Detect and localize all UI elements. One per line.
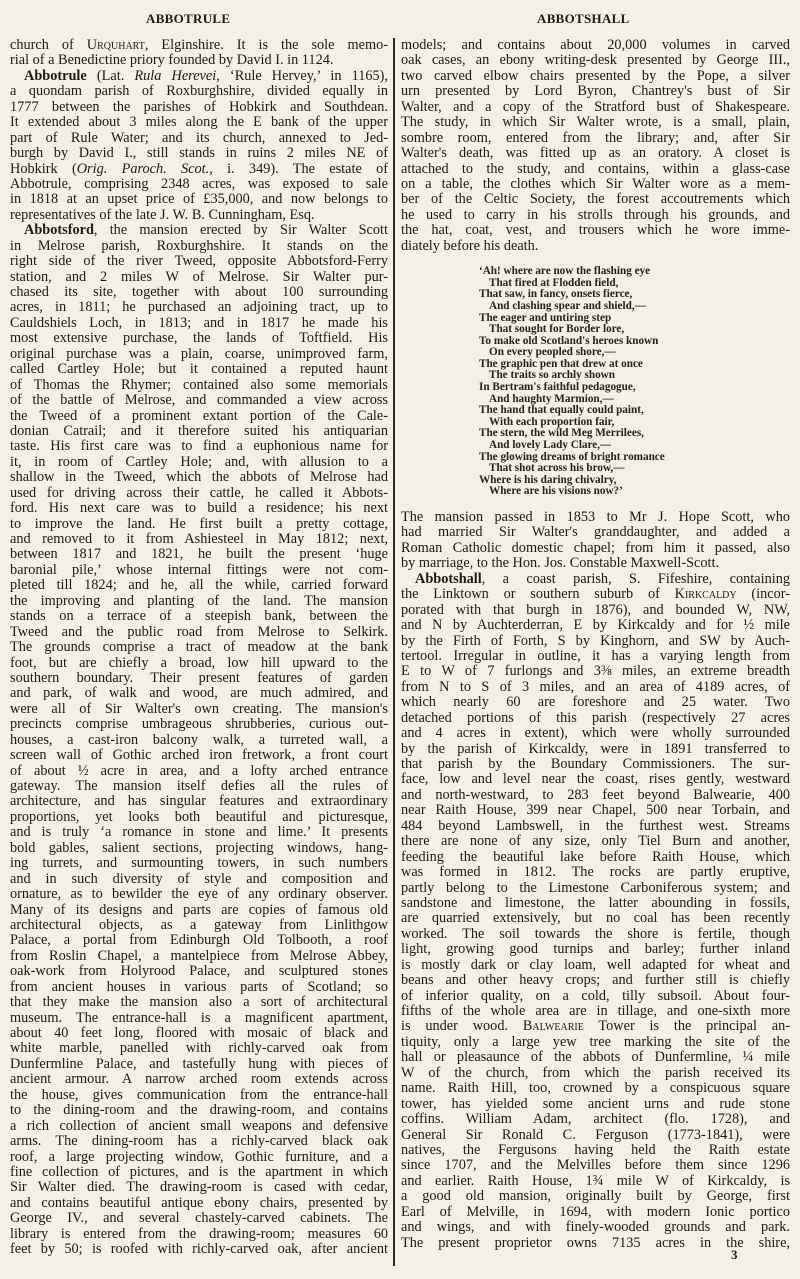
text-line: precincts comprise umbrageous shrubberies, curious out- [10, 717, 388, 733]
cross-reference: Balwearie [522, 1019, 584, 1035]
text-line: right side of the river Tweed, opposite Abbotsford-Ferry [10, 254, 388, 270]
text-line: library is entered from the drawing-room; measures 60 [10, 1226, 388, 1242]
text-line: It extended about 3 miles along the E bank of the upper [10, 115, 388, 131]
text-line: and in such diversity of style and composition and [10, 871, 388, 887]
text-line: face, low and level near the coast, rises gently, westward [401, 772, 790, 788]
text-line: in Melrose parish, Roxburghshire. It stands on the [10, 238, 388, 254]
text-line: and removed to it from Ashiesteel in May 1812; next, [10, 532, 388, 547]
text-segment: , a coast parish, S. Fifeshire, containing [481, 571, 790, 587]
text-line: by the parish of Kirkcaldy, were in 1891 transferred to [401, 741, 790, 757]
text-line: most extensive purchase, the lands of Toftfield. His [10, 331, 388, 347]
poem-line: That shot across his brow,— [489, 462, 625, 475]
text-segment: church of [10, 38, 87, 53]
text-line: roof, a large projecting window, Gothic furniture, and a [10, 1149, 388, 1165]
poem-line: And lovely Lady Clare,— [489, 439, 612, 452]
italic-text: Rula Herevei [134, 68, 217, 84]
text-line: and wings, and with finely-wooded grounds and park. [401, 1220, 790, 1236]
poem-line: Where is his daring chivalry, [479, 473, 617, 486]
text-line: it, in room of Cartley Hole; and, with allusion to a [10, 454, 388, 470]
text-line: detached portions of this parish (respectively 27 acres [401, 710, 790, 726]
text-line: Many of its designs and parts are copies of famous old [10, 902, 388, 918]
text-line: representatives of the late J. W. B. Cunningham, Esq. [10, 207, 315, 223]
text-line: is mostly dark or clay loam, well adapted for wheat and [401, 957, 790, 973]
poem-line: On every peopled shore,— [489, 346, 616, 359]
poem-line: The eager and untiring step [479, 311, 612, 324]
text-line: was formed in 1812. The rocks are partly eruptive, [401, 865, 790, 881]
text-line [401, 1019, 790, 1034]
right-column [401, 38, 790, 1251]
text-line: models; and contains about 20,000 volumes in carved [401, 38, 790, 53]
text-line: and earlier. Raith House, 1¾ mile W of Kirkcaldy, is [401, 1173, 790, 1189]
italic-text: Orig. Paroch. Scot. [76, 161, 210, 177]
text-line: ber of the Celtic Society, the forest accoutrements which [401, 192, 790, 208]
poem-line: Where are his visions now?’ [489, 485, 623, 498]
text-line: houses, a cast-iron balcony walk, a turreted wall, a [10, 732, 388, 748]
entry-headword: Abbotrule [24, 68, 87, 84]
text-line: Roman Catholic domestic chapel; from him it passed, also [401, 540, 790, 556]
text-segment: (incor- [736, 587, 790, 603]
text-line: there are none of any size, only Tiel Burn and another, [401, 834, 790, 850]
text-line: porated with that burgh in 1876), and bounded W, NW, [401, 602, 790, 618]
text-line: southern boundary. Their present features of garden [10, 670, 388, 686]
poem-line: That sought for Border lore, [489, 323, 625, 336]
poem-line: With each proportion fair, [489, 415, 615, 428]
text-segment: Hobkirk ( [10, 161, 77, 177]
text-line [10, 38, 388, 53]
poem-line: ‘Ah! where are now the flashing eye [479, 265, 651, 278]
abbotsford-continuation [401, 38, 790, 254]
text-line: ornature, as to bewilder the eye of any ordinary observer. [10, 887, 388, 903]
text-line: the hat, coat, vest, and trousers which he wore imme- [401, 223, 790, 239]
text-line: Cauldshiels Loch, in 1813; and in 1817 he made his [10, 315, 388, 331]
text-line [10, 69, 388, 84]
text-line [401, 572, 790, 587]
text-line: to the dining-room and the drawing-room, and contains [10, 1103, 388, 1119]
text-line: gateway. The mansion itself defies all the rules of [10, 779, 388, 794]
text-line: and 4 acres in extent), which were wholly surrounded [401, 726, 790, 742]
text-segment: , ‘Rule Hervey,’ in 1165), [216, 68, 388, 84]
poem-line: The stern, the wild Meg Merrilees, [479, 427, 644, 440]
text-line: that they make the mansion also a sort of architectural [10, 995, 388, 1011]
text-line: taste. His first care was to find a euphonious name for [10, 439, 388, 455]
text-line: Dunfermline Palace, and tastefully hung with pieces of [10, 1056, 388, 1072]
text-line: The mansion passed in 1853 to Mr J. Hope Scott, who [401, 510, 790, 525]
poem-line: That saw, in fancy, onsets fierce, [479, 288, 633, 301]
text-line: The present proprietor owns 7135 acres in the shire, [401, 1235, 790, 1251]
text-line: to improve the land. He first built a pretty cottage, [10, 516, 388, 532]
text-segment: , Elginshire. It is the sole memo- [144, 38, 388, 53]
text-line: architectural objects, as a gateway from Linlithgow [10, 917, 388, 933]
text-line: George IV., and several chastely-carved cabinets. The [10, 1211, 388, 1227]
text-line: and N by Auchterderran, E by Kirkcaldy and for ½ mile [401, 618, 790, 634]
text-line: light, growing good turnips and barley; further inland [401, 942, 790, 958]
entry-headword: Abbotsford [24, 223, 94, 239]
running-head-right: ABBOTSHALL [537, 11, 630, 26]
poem-line: In Bertram's faithful pedagogue, [479, 381, 636, 394]
text-line: screen wall of Gothic arched iron fretwork, a front court [10, 748, 388, 764]
text-line: General Sir Ronald C. Ferguson (1773-1841), were [401, 1127, 790, 1143]
text-line: The grounds comprise a tract of meadow at the bank [10, 640, 388, 656]
text-line: of Thomas the Rhymer; contained also some memorials [10, 377, 388, 393]
text-line: from Roslin Chapel, a mantelpiece from Melrose Abbey, [10, 948, 388, 964]
text-line: were all of Sir Walter's own creating. The mansion's [10, 701, 388, 717]
text-line: 1777 between the parishes of Hobkirk and Southdean. [10, 99, 388, 115]
text-line: the improving and planting of the land. The mansion [10, 593, 388, 609]
text-line [10, 223, 388, 238]
text-line: oak-work from Holyrood Palace, and sculptured stones [10, 964, 388, 980]
poem-line: And clashing spear and shield,— [489, 299, 646, 312]
poem-line: The graphic pen that drew at once [479, 357, 643, 370]
poem-line: That fired at Flodden field, [489, 276, 619, 289]
text-line: bold gables, salient sections, projecting windows, hang- [10, 840, 388, 856]
text-line: by marriage, to the Hon. Jos. Constable Maxwell-Scott. [401, 556, 720, 572]
text-line: sandstone and limestone, the latter abounding in fossils, [401, 895, 790, 911]
text-line: he used to carry in his strolls through his grounds, and [401, 207, 790, 223]
text-line: from N to S of 3 miles, and an area of 4189 acres, of [401, 679, 790, 695]
text-line: on a table, the clothes which Sir Walter wore as a mem- [401, 176, 790, 192]
text-line: part of Rule Water; and its church, annexed to Jed- [10, 130, 388, 146]
abbotshall-entry [401, 510, 790, 1251]
text-line: Walter's death, was fitted up as an oratory. A closet is [401, 146, 790, 162]
text-line: E to W of 7 furlongs and 3⅜ miles, an extreme breadth [401, 664, 790, 680]
left-column [10, 38, 388, 1258]
cross-reference: Kirkcaldy [674, 587, 737, 603]
text-line: had married Sir Walter's granddaughter, and added a [401, 525, 790, 541]
text-line: foot, but are chiefly a broad, low hill upward to the [10, 655, 388, 671]
text-line: of inferior quality, on a cold, tilly subsoil. About four- [401, 988, 790, 1004]
text-line: tiquity, only a large yew tree marking the site of the [401, 1034, 790, 1050]
text-line: feet by 50; is roofed with richly-carved oak, after ancient [10, 1242, 388, 1258]
text-line: original purchase was a plain, coarse, unimproved farm, [10, 346, 388, 362]
text-line: Abbotrule, comprising 2348 acres, was exposed to sale [10, 176, 388, 192]
text-line: and north-westward, to 283 feet beyond Balwearie, 400 [401, 787, 790, 803]
poem-line: And haughty Marmion,— [489, 392, 614, 405]
text-line: proportions, yet looks both beautiful and picturesque, [10, 809, 388, 825]
text-line: baronial pile,’ whose internal fittings were not com- [10, 562, 388, 578]
text-segment: is under wood. [401, 1019, 523, 1035]
text-line: about 40 feet long, floored with mosaic of black and [10, 1026, 388, 1041]
text-line: 484 beyond Lambswell, in the furthest west. Streams [401, 818, 790, 834]
text-line: diately before his death. [401, 238, 539, 254]
text-line: rial of a Benedictine priory founded by David I. in 1124. [10, 53, 334, 69]
text-line: used for driving across their cattle, he called it Abbots- [10, 485, 388, 501]
text-line: arms. The dining-room has a richly-carved black oak [10, 1134, 388, 1150]
text-line: shallow in the Tweed, which the abbots of Melrose had [10, 470, 388, 486]
column-divider [393, 38, 395, 1266]
text-line: that parish by the Boundary Commissioners. The sur- [401, 757, 790, 772]
text-line: Earl of Melville, in 1694, with modern Ionic portico [401, 1204, 790, 1220]
text-line: by the Firth of Forth, S by Kinghorn, and SW by Auch- [401, 633, 790, 649]
text-line: in 1818 at an upset price of £35,000, and now belongs to [10, 192, 388, 208]
text-line: architecture, and has singular features and extraordinary [10, 794, 388, 810]
text-line: stands on a terrace of a steepish bank, between the [10, 609, 388, 625]
poem-quotation [479, 266, 719, 498]
text-line: which nearly 60 are foreshore and 25 water. Two [401, 695, 790, 711]
poem-line: The glowing dreams of bright romance [479, 450, 665, 463]
poem-line: To make old Scotland's heroes known [479, 334, 659, 347]
text-line: beans and other heavy crops; and further still is chiefly [401, 973, 790, 989]
text-line: ing turrets, and surmounting towers, in such numbers [10, 856, 388, 872]
text-line: coffins. William Adam, architect (flo. 1728), and [401, 1112, 790, 1128]
text-segment: (Lat. [86, 68, 135, 84]
text-line: oak cases, an ebony writing-desk presented by George III., [401, 53, 790, 69]
text-line: W of the church, from which the parish received its [401, 1065, 790, 1081]
entry-headword: Abbotshall [415, 571, 482, 587]
text-line: fine collection of pictures, and is the apartment in which [10, 1164, 388, 1180]
text-line: natives, the Fergusons having held the Raith estate [401, 1142, 790, 1158]
text-line: are quarried extensively, but no coal has been recently [401, 911, 790, 927]
text-line: two carved elbow chairs presented by the Pope, a silver [401, 68, 790, 84]
text-line: white marble, panelled with richly-carved oak from [10, 1041, 388, 1057]
text-line: donian Catrail; and it therefore suited his antiquarian [10, 423, 388, 439]
text-line [401, 587, 790, 602]
text-line: ford. His next care was to build a residence; his next [10, 501, 388, 517]
text-line: pleted till 1824; and he, all the while, carried forward [10, 578, 388, 594]
text-line: Walter, and a copy of the Stratford bust of Shakespeare. [401, 99, 790, 115]
text-line: The study, in which Sir Walter wrote, is a small, plain, [401, 115, 790, 131]
text-segment: , the mansion erected by Sir Walter Scott [93, 223, 388, 239]
running-head-left: ABBOTRULE [146, 11, 231, 26]
text-line: sombre room, entered from the library; and, after Sir [401, 130, 790, 146]
page-number: 3 [731, 1247, 738, 1262]
text-line: a rich collection of ancient small weapons and defensive [10, 1118, 388, 1134]
text-line: of about ½ acre in area, and a lofty arched entrance [10, 763, 388, 779]
text-line: station, and 2 miles W of Melrose. Sir Walter pur- [10, 269, 388, 285]
text-line: and is truly ‘a romance in stone and lime.’ It presents [10, 825, 388, 841]
text-line: and contains beautiful antique ebony chairs, presented by [10, 1195, 388, 1211]
text-line: fifths of the whole area are in tillage, and one-sixth more [401, 1004, 790, 1019]
text-line: ancient armour. A narrow arched room extends across [10, 1072, 388, 1088]
text-segment: , i. 349). The estate of [209, 161, 388, 177]
text-line: from ancient houses in various parts of Scotland; so [10, 979, 388, 995]
text-line: tertool. Irregular in outline, it has a varying length from [401, 648, 790, 664]
text-line: the Tweed of a prominent extant portion of the Cale- [10, 408, 388, 424]
poem-line: The traits so archly shown [489, 369, 615, 382]
text-line: since 1707, and the Melvilles before them since 1296 [401, 1158, 790, 1174]
text-line: of the battle of Melrose, and commanded a view across [10, 393, 388, 409]
poem-line: The hand that equally could paint, [479, 404, 644, 417]
text-line: and park, of walk and wood, are much admired, and [10, 686, 388, 702]
text-segment: Tower is the principal an- [583, 1019, 790, 1035]
text-line: acres, in 1811; he purchased an adjoining tract, up to [10, 300, 388, 316]
text-line: worked. The soil towards the shore is fertile, though [401, 926, 790, 942]
cross-reference: Urquhart [86, 38, 145, 53]
text-line: tower, has yielded some ancient urns and rude stone [401, 1096, 790, 1112]
text-line: partly belong to the Limestone Carboniferous system; and [401, 880, 790, 896]
text-line [10, 162, 388, 177]
text-line: called Cartley Hole; but it contained a reputed haunt [10, 362, 388, 378]
text-line: near Raith House, 399 near Chapel, 500 near Torbain, and [401, 803, 790, 819]
text-line: Sir Walter died. The drawing-room is cased with cedar, [10, 1180, 388, 1196]
text-line: a good old mansion, originally built by George, first [401, 1189, 790, 1205]
text-line: the house, gives communication from the entrance-hall [10, 1087, 388, 1103]
text-line: museum. The entrance-hall is a magnificent apartment, [10, 1010, 388, 1026]
text-line: attached to the study, and contains, within a glass-case [401, 161, 790, 177]
text-line: burgh by David I., still stands in ruins 2 miles NE of [10, 146, 388, 162]
text-line: hall or pleasaunce of the abbots of Dunfermline, ¼ mile [401, 1050, 790, 1066]
text-line: urn presented by Lord Byron, Chantrey's bust of Sir [401, 84, 790, 100]
text-line: chased its site, together with about 100 surrounding [10, 285, 388, 300]
text-line: Tweed and the public road from Melrose to Selkirk. [10, 624, 388, 640]
text-line: Palace, a portal from Edinburgh Old Tolbooth, a roof [10, 933, 388, 949]
text-line: a quondam parish of Roxburghshire, divided equally in [10, 84, 388, 100]
text-segment: the Linktown or southern suburb of [401, 587, 675, 603]
text-line: name. Raith Hill, too, crowned by a conspicuous square [401, 1081, 790, 1097]
text-line: between 1817 and 1821, he built the present ‘huge [10, 547, 388, 563]
text-line: feeding the beautiful lake before Raith House, which [401, 849, 790, 865]
